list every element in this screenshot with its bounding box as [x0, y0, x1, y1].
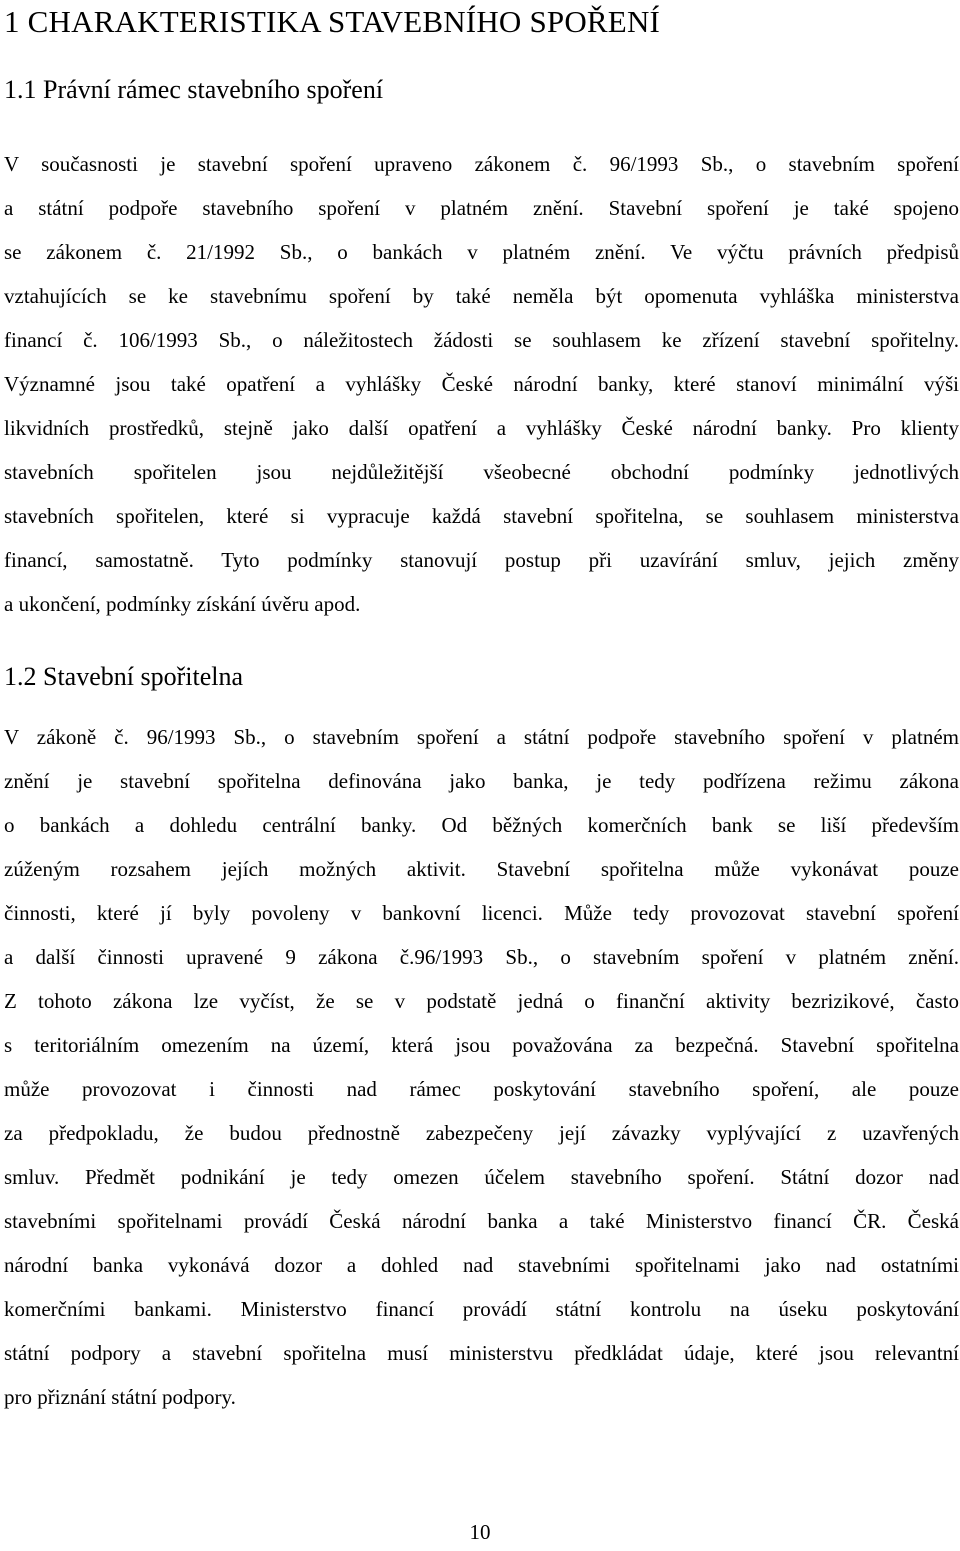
- paragraph-line: o bankách a dohledu centrální banky. Od běžných komerčních bank se liší především: [4, 813, 959, 837]
- section-heading-legal-framework: 1.1 Právní rámec stavebního spoření: [4, 75, 384, 104]
- paragraph-line: Významné jsou také opatření a vyhlášky České národní banky, které stanoví minimální výši: [4, 372, 959, 396]
- paragraph-line: za předpokladu, že budou přednostně zabezpečeny její závazky vyplývající z uzavřených: [4, 1121, 959, 1145]
- paragraph-line: stavebních spořitelen, které si vypracuje každá stavební spořitelna, se souhlasem ministerstva: [4, 504, 959, 528]
- paragraph-line: a státní podpoře stavebního spoření v platném znění. Stavební spoření je také spojeno: [4, 196, 959, 220]
- paragraph-line: V zákoně č. 96/1993 Sb., o stavebním spoření a státní podpoře stavebního spoření v platném: [4, 725, 959, 749]
- paragraph-line: komerčními bankami. Ministerstvo financí provádí státní kontrolu na úseku poskytování: [4, 1297, 959, 1321]
- paragraph-building-savings-bank: [4, 715, 959, 1419]
- paragraph-line: a další činnosti upravené 9 zákona č.96/1993 Sb., o stavebním spoření v platném znění.: [4, 945, 959, 969]
- paragraph-line: a ukončení, podmínky získání úvěru apod.: [4, 592, 361, 616]
- paragraph-line: může provozovat i činnosti nad rámec poskytování stavebního spoření, ale pouze: [4, 1077, 959, 1101]
- paragraph-line: smluv. Předmět podnikání je tedy omezen účelem stavebního spoření. Státní dozor nad: [4, 1165, 959, 1189]
- paragraph-line: stavebními spořitelnami provádí Česká národní banka a také Ministerstvo financí ČR. Česká: [4, 1209, 959, 1233]
- page-number: 10: [469, 1520, 491, 1544]
- paragraph-line: financí, samostatně. Tyto podmínky stanovují postup při uzavírání smluv, jejich změny: [4, 548, 959, 572]
- paragraph-line: národní banka vykonává dozor a dohled nad stavebními spořitelnami jako nad ostatními: [4, 1253, 959, 1277]
- paragraph-line: znění je stavební spořitelna definována jako banka, je tedy podřízena režimu zákona: [4, 769, 959, 793]
- section-heading-building-savings-bank: 1.2 Stavební spořitelna: [4, 662, 244, 691]
- chapter-heading: 1 CHARAKTERISTIKA STAVEBNÍHO SPOŘENÍ: [4, 4, 661, 39]
- paragraph-line: vztahujících se ke stavebnímu spoření by také neměla být opomenuta vyhláška ministerstva: [4, 284, 959, 308]
- paragraph-line: s teritoriálním omezením na území, která jsou považována za bezpečná. Stavební spořitelna: [4, 1033, 959, 1057]
- paragraph-line: se zákonem č. 21/1992 Sb., o bankách v platném znění. Ve výčtu právních předpisů: [4, 240, 959, 264]
- paragraph-line: likvidních prostředků, stejně jako další opatření a vyhlášky České národní banky. Pro klienty: [4, 416, 959, 440]
- paragraph-line: V současnosti je stavební spoření upraveno zákonem č. 96/1993 Sb., o stavebním spoření: [4, 152, 959, 176]
- paragraph-line: financí č. 106/1993 Sb., o náležitostech žádosti se souhlasem ke zřízení stavební spořitelny.: [4, 328, 959, 352]
- paragraph-line: státní podpory a stavební spořitelna musí ministerstvu předkládat údaje, které jsou relevantní: [4, 1341, 959, 1365]
- paragraph-line: stavebních spořitelen jsou nejdůležitější všeobecné obchodní podmínky jednotlivých: [4, 460, 959, 484]
- paragraph-legal-framework: [4, 142, 959, 626]
- paragraph-line: zúženým rozsahem jejích možných aktivit. Stavební spořitelna může vykonávat pouze: [4, 857, 959, 881]
- paragraph-line: činnosti, které jí byly povoleny v bankovní licenci. Může tedy provozovat stavební spoření: [4, 901, 959, 925]
- paragraph-line: Z tohoto zákona lze vyčíst, že se v podstatě jedná o finanční aktivity bezrizikové, často: [4, 989, 959, 1013]
- paragraph-line: pro přiznání státní podpory.: [4, 1385, 236, 1409]
